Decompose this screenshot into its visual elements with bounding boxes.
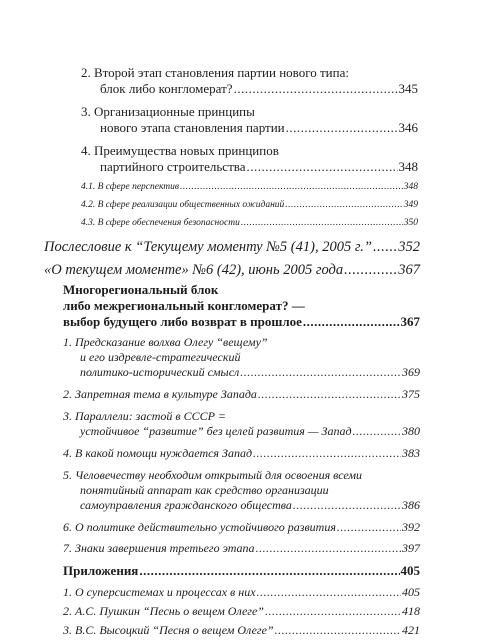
toc-afterword-title: Послесловие к “Текущему моменту №5 (41), 2005 г.” [44,239,372,255]
toc-entry-3-title-line2: нового этапа становления партии [100,120,285,135]
toc-appendix-1-page: 405 [402,585,420,599]
dot-leader [265,605,401,617]
toc-afterword-page: 352 [398,239,420,255]
toc-appendix-title: Приложения [63,563,139,578]
toc-entry-4-1-title: 4.1. В сфере перспектив [81,182,180,192]
toc-section-5-title-line3: самоуправления гражданского общества [80,498,292,512]
toc-appendix-1 [63,586,420,598]
toc-section-1-title-line1: 1. Предсказание волхва Олегу “вещему” [63,335,268,349]
toc-section-6-title: 6. О политике действительно устойчивого развития [63,520,336,534]
toc-section-2 [63,388,420,400]
toc-entry-4-3-page: 350 [403,218,418,228]
toc-appendix-2 [63,605,420,617]
dot-leader [258,388,401,400]
dot-leader [286,121,398,134]
dot-leader [240,366,401,378]
toc-appendix-2-page: 418 [402,604,420,618]
dot-leader [256,542,401,554]
toc-section-6 [63,521,420,533]
toc-entry-4-1-page: 348 [403,182,418,192]
toc-section-7-title: 7. Знаки завершения третьего этапа [63,541,255,555]
dot-leader [285,201,402,211]
toc-appendix [63,564,420,577]
toc-section-6-page: 392 [402,520,420,534]
dot-leader [275,624,401,636]
toc-entry-2-title-line2: блок либо конгломерат? [100,81,233,96]
toc-entry-3-title-line1: 3. Организационные принципы [81,104,255,119]
toc-entry-4-page: 348 [398,159,418,174]
toc-section-3-title-line2: устойчивое “развитие” без целей развития — Запад [80,424,352,438]
toc-entry-4-title-line1: 4. Преимущества новых принципов [81,143,279,158]
toc-section-2-title: 2. Запретная тема в культуре Запада [63,387,257,401]
dot-leader [234,82,398,95]
toc-entry-4-title-line2: партийного строительства [100,159,246,174]
dot-leader [337,521,401,533]
toc-entry-3-page: 346 [398,120,418,135]
toc-block-page: 367 [400,314,420,329]
toc-section-7 [63,542,420,554]
toc-section-3-title-line1: 3. Параллели: застой в СССР = [63,409,227,423]
dot-leader [139,564,399,577]
toc-block-title-line2: либо межрегиональный конгломерат? — [63,298,305,313]
toc-section-5-page: 386 [402,498,420,512]
toc-entry-4-3 [81,219,418,229]
dot-leader [293,499,401,511]
toc-appendix-3-page: 421 [402,623,420,637]
dot-leader [247,160,398,173]
dot-leader [257,586,401,598]
toc-section-1-page: 369 [402,365,420,379]
toc-section-4 [63,447,420,459]
toc-section-7-page: 397 [402,541,420,555]
toc-appendix-page: 405 [400,563,420,578]
toc-entry-2-page: 345 [398,81,418,96]
toc-appendix-3-title: 3. В.С. Высоцкий “Песня о вещем Олеге” [63,623,274,637]
toc-entry-4-2-page: 349 [403,200,418,210]
dot-leader [373,240,397,255]
toc-block-title-line1: Многорегиональный блок [63,282,219,297]
toc-entry-4-2 [81,201,418,211]
toc-appendix-1-title: 1. О суперсистемах и процессах в них [63,585,256,599]
toc-entry-4-2-title: 4.2. В сфере реализации общественных ожиданий [81,200,285,210]
dot-leader [353,425,401,437]
toc-entry-4-1 [81,183,418,193]
toc-section-1-title-line2: и его издревле-стратегический [80,350,241,364]
dot-leader [241,219,403,229]
toc-section-5-title-line2: понятийный аппарат как средство организации [80,483,329,497]
toc-section-4-page: 383 [402,446,420,460]
toc-section-4-title: 4. В какой помощи нуждается Запад [63,446,253,460]
toc-block-title-line3: выбор будущего либо возврат в прошлое [63,314,302,329]
toc-entry-4-3-title: 4.3. В сфере обеспечения безопасности [81,218,240,228]
toc-current-moment-page: 367 [398,262,420,278]
toc-current-moment-title: «О текущем моменте» №6 (42), июнь 2005 года [44,262,344,278]
dot-leader [180,183,403,193]
toc-appendix-3 [63,624,420,636]
toc-current-moment [44,263,420,278]
toc-section-2-page: 375 [402,387,420,401]
toc-afterword [44,240,420,255]
toc-appendix-2-title: 2. А.С. Пушкин “Песнь о вещем Олеге” [63,604,264,618]
toc-section-3-page: 380 [402,424,420,438]
toc-entry-2-title-line1: 2. Второй этап становления партии нового типа: [81,65,349,80]
dot-leader [303,315,400,328]
toc-section-1-title-line3: политико-исторический смысл [80,365,240,379]
dot-leader [253,447,401,459]
toc-section-5-title-line1: 5. Человечеству необходим открытый для освоения всеми [63,468,363,482]
dot-leader [344,263,397,278]
